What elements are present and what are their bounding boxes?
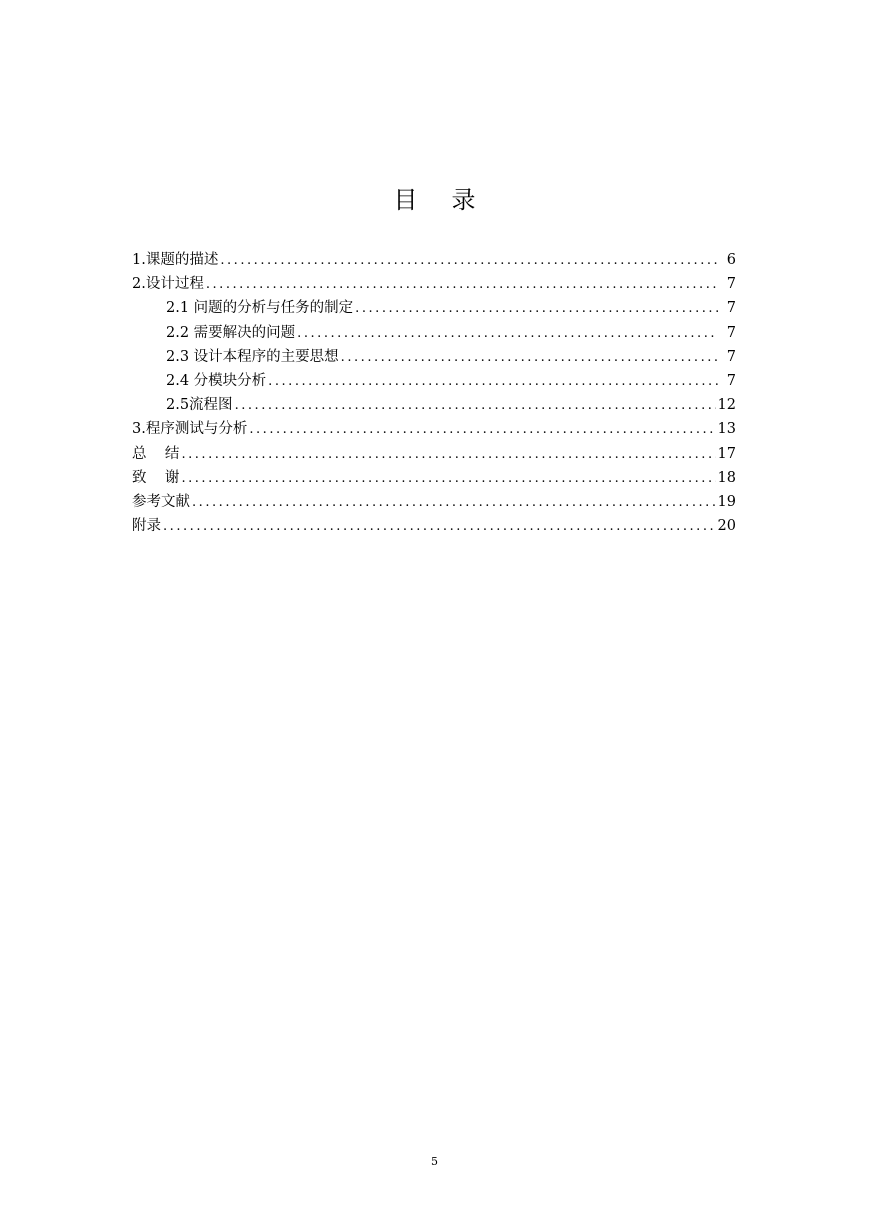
toc-entry[interactable] (132, 490, 736, 514)
toc-dot-leader (181, 467, 715, 491)
toc-dot-leader (181, 443, 715, 467)
toc-entry[interactable] (132, 417, 736, 441)
toc-entry[interactable] (132, 514, 736, 538)
page-number: 5 (431, 1155, 438, 1168)
toc-entry[interactable] (132, 466, 736, 490)
toc-entry[interactable] (132, 345, 736, 369)
table-of-contents (132, 248, 736, 538)
toc-entry-label: 2.4 分模块分析 (166, 372, 267, 389)
toc-entry-label: 2.设计过程 (132, 276, 204, 293)
toc-dot-leader (163, 515, 716, 539)
toc-dot-leader (355, 297, 718, 321)
toc-entry-label: 总 结 (132, 445, 180, 462)
toc-entry-page: 19 (717, 493, 736, 510)
toc-entry[interactable] (132, 442, 736, 466)
toc-entry-page: 6 (726, 252, 736, 268)
toc-dot-leader (206, 273, 718, 297)
toc-entry-page: 12 (717, 397, 736, 414)
toc-entry-page: 17 (717, 445, 736, 462)
toc-dot-leader (220, 249, 718, 273)
toc-title: 目录 (393, 186, 510, 214)
toc-dot-leader (192, 491, 716, 515)
toc-entry[interactable] (132, 369, 736, 393)
toc-entry-page: 7 (726, 348, 736, 365)
toc-entry-label: 2.5流程图 (166, 397, 233, 414)
toc-entry-label: 附录 (132, 518, 161, 535)
toc-entry-label: 3.程序测试与分析 (132, 421, 248, 438)
toc-entry-page: 7 (726, 372, 736, 389)
toc-entry[interactable] (132, 321, 736, 345)
toc-dot-leader (341, 346, 718, 370)
toc-entry-label: 1.课题的描述 (132, 252, 219, 268)
toc-entry-label: 参考文献 (132, 493, 190, 510)
toc-dot-leader (235, 394, 716, 418)
toc-dot-leader (268, 370, 718, 394)
toc-entry-label: 2.2 需要解决的问题 (166, 324, 296, 341)
toc-entry-label: 致 谢 (132, 469, 180, 486)
toc-entry[interactable] (132, 393, 736, 417)
toc-entry[interactable] (132, 296, 736, 320)
toc-entry-page: 18 (717, 469, 736, 486)
toc-entry-page: 7 (726, 276, 736, 293)
toc-entry-label: 2.1 问题的分析与任务的制定 (166, 300, 354, 317)
toc-dot-leader (249, 418, 715, 442)
toc-entry[interactable] (132, 272, 736, 296)
toc-entry-page: 20 (717, 518, 736, 535)
toc-entry-label: 2.3 设计本程序的主要思想 (166, 348, 339, 365)
toc-entry-page: 7 (726, 300, 736, 317)
toc-entry-page: 13 (717, 421, 736, 438)
toc-entry[interactable] (132, 248, 736, 272)
toc-entry-page: 7 (726, 324, 736, 341)
toc-dot-leader (297, 322, 718, 346)
